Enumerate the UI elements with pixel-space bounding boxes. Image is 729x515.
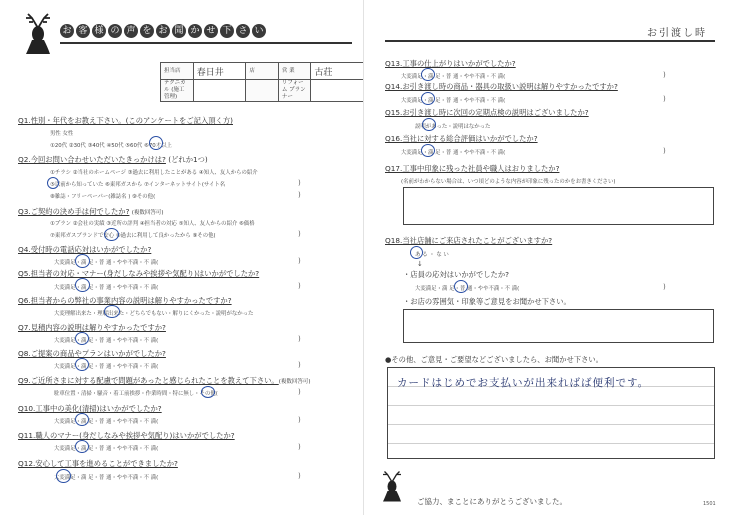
answer-circle <box>149 136 163 150</box>
deer-logo-icon <box>18 10 58 54</box>
q13-paren: ) <box>663 71 666 79</box>
title-char: さ <box>236 24 250 38</box>
q2-options-3[interactable]: ⑧雑誌・フリーペーパー(雑誌名 ) ⑨その他( <box>50 194 156 200</box>
tech-value[interactable] <box>193 80 246 102</box>
q17-note: (名前がわからない場合は、いつ頃どのような内容が印象に残ったのかをお書きください) <box>401 179 616 185</box>
q8-scale[interactable]: 大変満足・満 足・普 通・やや不満・不 満( <box>54 364 159 370</box>
answer-circle <box>47 177 59 189</box>
q17-answer-box[interactable] <box>403 187 714 225</box>
answer-circle <box>75 358 89 371</box>
q1-ages[interactable]: ①20代 ②30代 ③40代 ④50代 ⑤60代 ⑥70才以上 <box>50 143 172 149</box>
q18-sub2: ・お店の雰囲気・印象等ご意見をお聞かせ下さい。 <box>403 297 571 306</box>
q16-text: Q16.当社に対する総合評価はいかがでしたか? <box>385 134 538 143</box>
title-char: 声 <box>124 24 138 38</box>
answer-circle <box>56 469 71 483</box>
title-char: い <box>252 24 266 38</box>
q5-paren: ) <box>298 282 301 290</box>
q11-paren: ) <box>298 443 301 451</box>
q5-text: Q5.担当者の対応・マナー(身だしなみや挨拶や気配り)はいかがでしたか? <box>18 269 260 278</box>
right-title: お引渡し時 <box>647 28 707 39</box>
q10-text: Q10.工事中の美化(清掃)はいかがでしたか? <box>18 404 162 413</box>
comments-handwriting: カードはじめでお支払いが出来ればば便利です。 <box>397 377 650 389</box>
tanto-value[interactable]: 春日井 <box>193 63 246 80</box>
q18-sub1: ・店員の応対はいかがでしたか? <box>403 270 510 279</box>
left-page <box>0 0 364 515</box>
q1-text: Q1.性別・年代をお教え下さい。(このアンケートをご記入頂く方) <box>18 116 233 125</box>
answer-circle <box>454 280 468 293</box>
q3-text: Q3.ご契約の決め手は何でしたか? (複数回答可) <box>18 207 164 216</box>
q4-paren: ) <box>298 257 301 265</box>
q12-text: Q12.安心して工事を進めることができましたか? <box>18 459 178 468</box>
answer-circle <box>75 413 89 426</box>
tech-label: テクニカル (施工管理) <box>161 80 194 102</box>
eigyo-value[interactable]: 古荘 <box>311 63 364 80</box>
answer-circle <box>75 440 89 453</box>
reform-value[interactable] <box>311 80 364 102</box>
answer-circle <box>421 68 435 81</box>
q13-scale[interactable]: 大変満足・満 足・普 通・やや不満・不 満( <box>401 74 506 80</box>
q10-paren: ) <box>298 416 301 424</box>
thanks-text: ご協力、まことにありがとうございました。 <box>417 497 567 506</box>
comments-label: ●その他、ご意見・ご要望などございましたら、お聞かせ下さい。 <box>385 355 603 364</box>
q2-options-1[interactable]: ①チラシ ②当社のホームページ ③過去に利用したことがある ④知人、友人からの紹介 <box>50 170 258 176</box>
q6-scale[interactable]: 大変理解出来た・理解出来た・どちらでもない・解りにくかった・説明がなかった <box>54 311 254 317</box>
q2-paren: ) <box>298 179 301 187</box>
q7-scale[interactable]: 大変満足・満 足・普 通・やや不満・不 満( <box>54 338 159 344</box>
q4-scale[interactable]: 大変満足・満 足・普 通・やや不満・不 満( <box>54 260 159 266</box>
answer-circle <box>421 144 435 157</box>
staff-table <box>160 62 364 102</box>
title-rule <box>385 40 715 42</box>
q2-text: Q2.今回お問い合わせいただいたきっかけは? (どれか1つ) <box>18 155 208 164</box>
title-char: お <box>60 24 74 38</box>
q17-text: Q17.工事中印象に残った社員や職人はおりましたか? <box>385 164 560 173</box>
q8-text: Q8.ご提案の商品やプランはいかがでしたか? <box>18 349 166 358</box>
q13-text: Q13.工事の仕上がりはいかがでしたか? <box>385 59 516 68</box>
q14-text: Q14.お引き渡し時の商品・器具の取扱い説明は解りやすかったですか? <box>385 82 618 91</box>
q14-scale[interactable]: 大変満足・満 足・普 通・やや不満・不 満( <box>401 98 506 104</box>
title-char: を <box>140 24 154 38</box>
tanto-label: 担当店 <box>161 63 194 80</box>
q18-text: Q18.当社店舗にご来店されたことがございますか? <box>385 236 553 245</box>
q2-paren-2: ) <box>298 191 301 199</box>
q18-answer-box[interactable] <box>403 309 714 343</box>
q9-paren: ) <box>298 388 301 396</box>
title-char: 客 <box>76 24 90 38</box>
q4-text: Q4.受付時の電話応対はいかがでしたか? <box>18 245 152 254</box>
q12-scale[interactable]: 大変満足・満 足・普 通・やや不満・不 満( <box>54 475 159 481</box>
q3-options-2[interactable]: ⑦東邦ガスブランドで安心 ⑧過去に利用して良かったから ⑨その他( <box>50 233 216 239</box>
q3-options-1[interactable]: ①プラン ②会社の実績 ③近所の評判 ④担当者の対応 ⑤知人、友人からの紹介 ⑥価格 <box>50 221 255 227</box>
q18-sub1-scale[interactable]: 大変満足・満 足・普 通・やや不満・不 満( <box>415 286 520 292</box>
q11-text: Q11.職人のマナー(身だしなみや挨拶や気配り)はいかがでしたか? <box>18 431 235 440</box>
answer-circle <box>75 278 90 292</box>
reform-label: リフォーム プランナー <box>278 80 311 102</box>
title-char: の <box>108 24 122 38</box>
title-char: お <box>156 24 170 38</box>
q15-scale[interactable]: 説明があった・説明はなかった <box>415 124 491 130</box>
q1-gender[interactable]: 男性 女性 <box>50 131 74 137</box>
ten-label: 店 <box>246 63 279 80</box>
q12-paren: ) <box>298 472 301 480</box>
answer-circle <box>421 92 435 105</box>
answer-circle <box>104 305 120 318</box>
title-char: 様 <box>92 24 106 38</box>
title-char: 聞 <box>172 24 186 38</box>
right-page <box>365 0 729 515</box>
page-number: 1501 <box>703 501 716 507</box>
answer-circle <box>422 118 436 131</box>
q6-text: Q6.担当者からの弊社の事業内容の説明は解りやすかったですか? <box>18 296 232 305</box>
q14-paren: ) <box>663 95 666 103</box>
q9-text: Q9.ご近所さまに対する配慮で問題があったと感じられたことを教えて下さい。(複数回答可) <box>18 376 311 385</box>
q8-paren: ) <box>298 361 301 369</box>
deer-footer-icon <box>377 468 407 502</box>
answer-circle <box>201 386 215 398</box>
answer-circle <box>104 228 119 241</box>
q18-arrow: ↓ <box>417 260 423 268</box>
q7-paren: ) <box>298 335 301 343</box>
q9-scale[interactable]: 駐車位置・清掃・騒音・着工前挨拶・作業時間・特に無し・その他( <box>54 391 218 397</box>
q16-paren: ) <box>663 147 666 155</box>
survey-title <box>60 24 352 44</box>
page-fold <box>363 0 364 515</box>
answer-circle <box>75 332 89 345</box>
q2-options-2[interactable]: ⑤以前から知っていた ⑥東邦ガスから ⑦インターネットサイト(サイト名 <box>50 182 226 188</box>
title-char: せ <box>204 24 218 38</box>
answer-circle <box>75 254 90 268</box>
answer-circle <box>410 246 423 259</box>
q18-scale[interactable]: あ る ・ な い <box>415 252 449 258</box>
q3-paren: ) <box>298 230 301 238</box>
q18-paren: ) <box>663 283 666 291</box>
q5-scale[interactable]: 大変満足・満 足・普 通・やや不満・不 満( <box>54 285 159 291</box>
q15-text: Q15.お引き渡し時に次回の定期点検の説明はございましたか? <box>385 108 589 117</box>
title-char: 下 <box>220 24 234 38</box>
q11-scale[interactable]: 大変満足・満 足・普 通・やや不満・不 満( <box>54 446 159 452</box>
title-char: か <box>188 24 202 38</box>
q16-scale[interactable]: 大変満足・満 足・普 通・やや不満・不 満( <box>401 150 506 156</box>
eigyo-label: 営 業 <box>278 63 311 80</box>
q7-text: Q7.見積内容の説明は解りやすかったですか? <box>18 323 166 332</box>
q10-scale[interactable]: 大変満足・満 足・普 通・やや不満・不 満( <box>54 419 159 425</box>
